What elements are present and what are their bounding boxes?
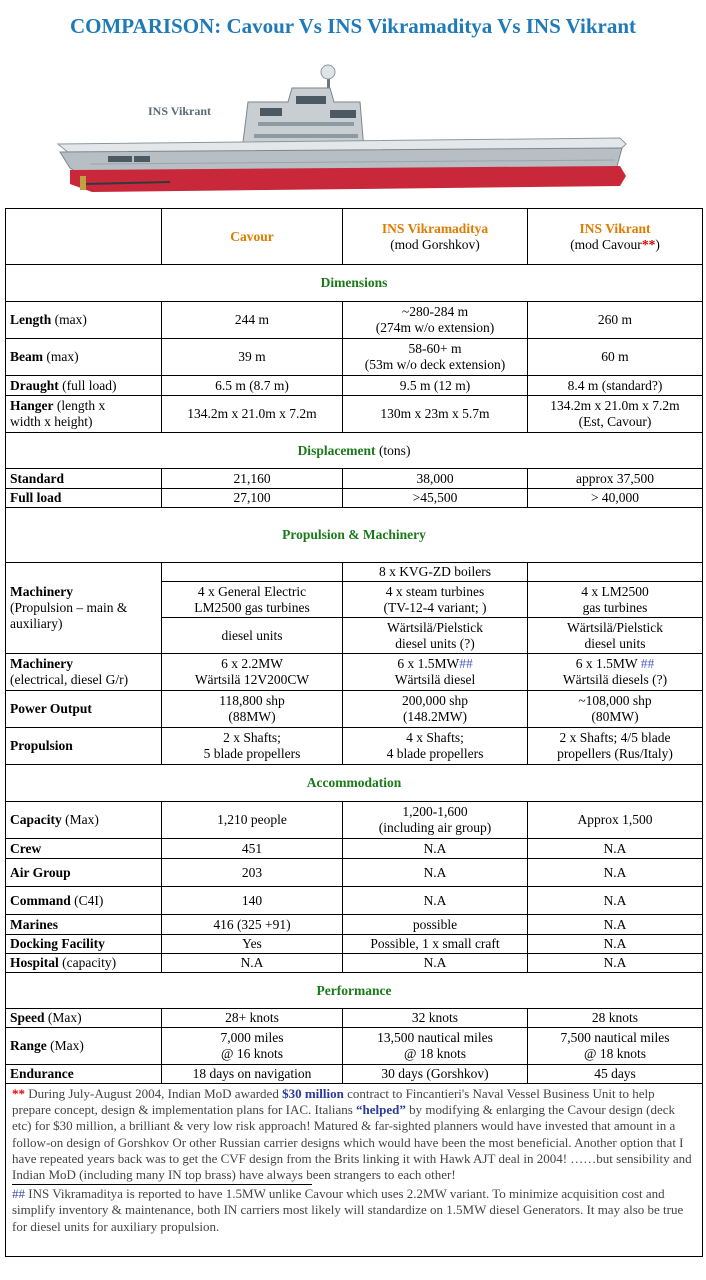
row-label-standard: Standard bbox=[6, 469, 162, 489]
table-row: Hanger (length x width x height) 134.2m x 21.0m x 7.2m 130m x 23m x 5.7m 134.2m x 21.0m x 7.2m (Est, Cavour) bbox=[6, 396, 703, 433]
row-label-airgroup: Air Group bbox=[6, 859, 162, 887]
footnote-2: ## INS Vikramaditya is reported to have 1.5MW unlike Cavour which uses 2.2MW variant. To minimize acquisition cost and simplify inventory & maintenance, both IN carriers most likely will standardize on 1.5MW diesel Generators. It may also be true for diesel units for auxiliary propulsion. bbox=[12, 1186, 684, 1234]
table-row: Power Output 118,800 shp (88MW) 200,000 shp (148.2MW) ~108,000 shp (80MW) bbox=[6, 691, 703, 728]
header-cavour: Cavour bbox=[162, 209, 343, 265]
table-row: Machinery (electrical, diesel G/r) 6 x 2.2MW Wärtsilä 12V200CW 6 x 1.5MW## Wärtsilä diesel 6 x 1.5MW ## Wärtsilä diesels (?) bbox=[6, 654, 703, 691]
table-header-row bbox=[6, 209, 703, 265]
row-label-propulsion: Propulsion bbox=[6, 728, 162, 765]
table-row: Hospital (capacity) N.A N.A N.A bbox=[6, 954, 703, 973]
table-row: Beam (max) 39 m 58-60+ m (53m w/o deck extension) 60 m bbox=[6, 339, 703, 376]
table-row: Endurance 18 days on navigation 30 days (Gorshkov) 45 days bbox=[6, 1065, 703, 1084]
row-label-machinery: Machinery (Propulsion – main & auxiliary) bbox=[6, 563, 162, 654]
row-label-beam: Beam (max) bbox=[6, 339, 162, 376]
table-row: Air Group 203 N.A N.A bbox=[6, 859, 703, 887]
row-label-range: Range (Max) bbox=[6, 1028, 162, 1065]
row-label-command: Command (C4I) bbox=[6, 887, 162, 915]
footnotes bbox=[6, 1084, 703, 1257]
row-label-hospital: Hospital (capacity) bbox=[6, 954, 162, 973]
row-label-capacity: Capacity (Max) bbox=[6, 802, 162, 839]
row-label-draught: Draught (full load) bbox=[6, 376, 162, 396]
table-row: Full load 27,100 >45,500 > 40,000 bbox=[6, 489, 703, 508]
table-row: Standard 21,160 38,000 approx 37,500 bbox=[6, 469, 703, 489]
footnote-divider bbox=[12, 1184, 312, 1185]
row-label-length: Length (max) bbox=[6, 302, 162, 339]
ship-label: INS Vikrant bbox=[148, 104, 212, 118]
header-blank-cell bbox=[6, 209, 162, 265]
table-row: Crew 451 N.A N.A bbox=[6, 839, 703, 859]
header-vikrant: INS Vikrant (mod Cavour**) bbox=[528, 209, 703, 265]
page-title: COMPARISON: Cavour Vs INS Vikramaditya Vs INS Vikrant bbox=[69, 14, 637, 38]
row-label-crew: Crew bbox=[6, 839, 162, 859]
table-row: Draught (full load) 6.5 m (8.7 m) 9.5 m (12 m) 8.4 m (standard?) bbox=[6, 376, 703, 396]
row-label-docking: Docking Facility bbox=[6, 935, 162, 954]
table-row: diesel units Wärtsilä/Pielstick diesel units (?) Wärtsilä/Pielstick diesel units bbox=[6, 618, 703, 654]
section-propulsion: Propulsion & Machinery bbox=[6, 508, 703, 563]
row-label-machinery-electrical: Machinery (electrical, diesel G/r) bbox=[6, 654, 162, 691]
section-performance: Performance bbox=[6, 973, 703, 1009]
row-label-marines: Marines bbox=[6, 915, 162, 935]
section-accommodation: Accommodation bbox=[6, 765, 703, 802]
row-label-endurance: Endurance bbox=[6, 1065, 162, 1084]
table-row: Command (C4I) 140 N.A N.A bbox=[6, 887, 703, 915]
header-vikramaditya: INS Vikramaditya (mod Gorshkov) bbox=[343, 209, 528, 265]
row-label-speed: Speed (Max) bbox=[6, 1009, 162, 1028]
table-row: Propulsion 2 x Shafts; 5 blade propellers 4 x Shafts; 4 blade propellers 2 x Shafts; 4/5 blade propellers (Rus/Italy) bbox=[6, 728, 703, 765]
table-row: 4 x General Electric LM2500 gas turbines 4 x steam turbines (TV-12-4 variant; ) 4 x LM2500 gas turbines bbox=[6, 582, 703, 618]
ship-illustration bbox=[30, 58, 630, 208]
table-row: Capacity (Max) 1,210 people 1,200-1,600 (including air group) Approx 1,500 bbox=[6, 802, 703, 839]
table-row: Marines 416 (325 +91) possible N.A bbox=[6, 915, 703, 935]
table-row: Machinery (Propulsion – main & auxiliary) 8 x KVG-ZD boilers bbox=[6, 563, 703, 582]
row-label-power: Power Output bbox=[6, 691, 162, 728]
comparison-table bbox=[5, 208, 703, 1257]
row-label-hanger: Hanger (length x width x height) bbox=[6, 396, 162, 433]
table-row: Speed (Max) 28+ knots 32 knots 28 knots bbox=[6, 1009, 703, 1028]
section-dimensions: Dimensions bbox=[6, 265, 703, 302]
row-label-fullload: Full load bbox=[6, 489, 162, 508]
section-displacement: Displacement (tons) bbox=[6, 433, 703, 469]
footnote-1: ** During July-August 2004, Indian MoD awarded $30 million contract to Fincantieri's Naval Vessel Business Unit to help prepare concept, design & implementation plans for IAC. Italians “helped” by modifying & enlarging the Cavour design (deck etc) for $30 million, a brilliant & very low risk approach! Matured & far-sighted planners would have invested that amount in a follow-on design of Gorshkov Or other Russian carrier designs which would have been the most beneficial. Another option that I have repeated years back was to get the CVF design from the Brits linking it with Hawk AJT deal in 2004! ……but sensibility and Indian MoD (including many IN top brass) have always been strangers to each other! bbox=[12, 1086, 692, 1183]
table-row: Docking Facility Yes Possible, 1 x small craft N.A bbox=[6, 935, 703, 954]
table-row: Length (max) 244 m ~280-284 m (274m w/o extension) 260 m bbox=[6, 302, 703, 339]
table-row: Range (Max) 7,000 miles @ 16 knots 13,500 nautical miles @ 18 knots 7,500 nautical miles @ 18 knots bbox=[6, 1028, 703, 1065]
